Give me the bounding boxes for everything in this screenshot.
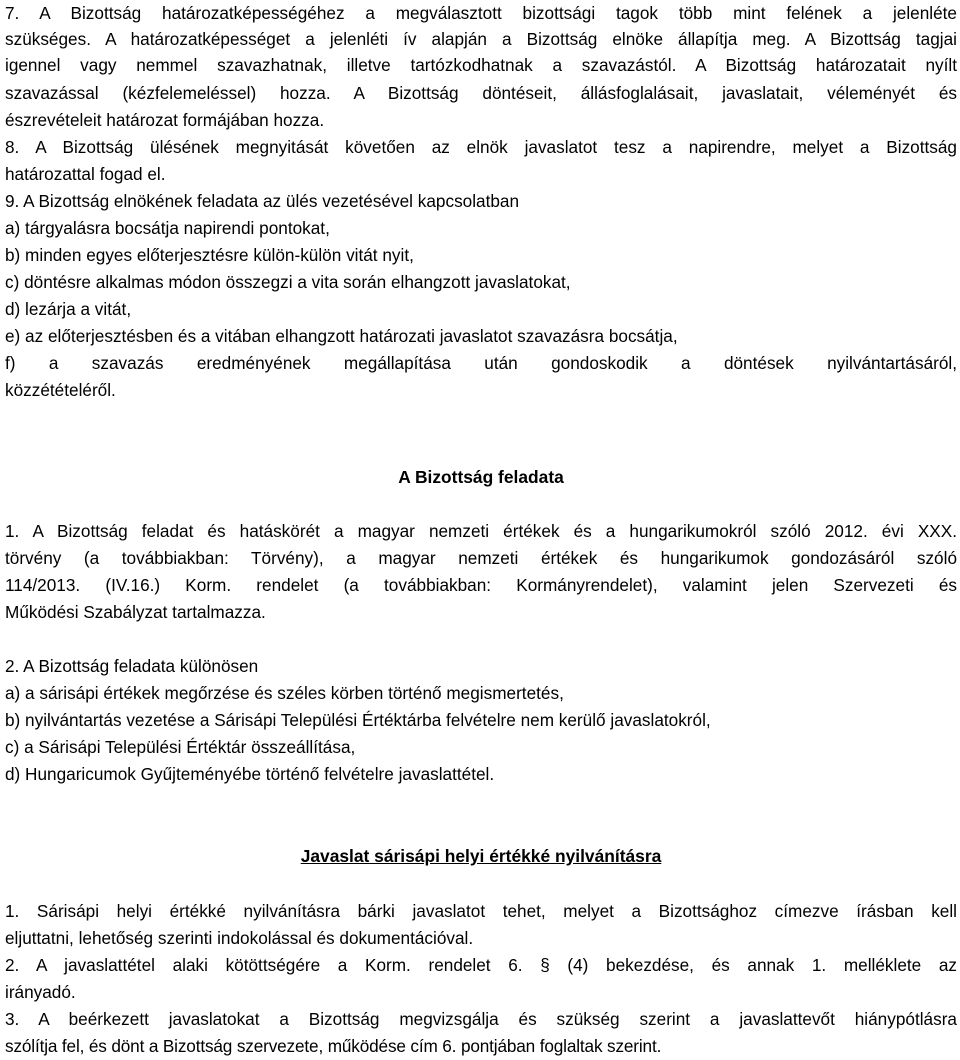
list-item: a) a sárisápi értékek megőrzése és széles körben történő megismertetés, (5, 683, 564, 703)
paragraph-line: eljuttatni, lehetőség szerinti indokolással és dokumentációval. (5, 928, 474, 948)
list-item: a) tárgyalásra bocsátja napirendi pontokat, (5, 218, 330, 238)
list-item: d) Hungaricumok Gyűjteményébe történő felvételre javaslattétel. (5, 764, 495, 784)
paragraph-line: 8. A Bizottság ülésének megnyitását követően az elnök javaslatot tesz a napirendre, melyet a Bizottság (5, 137, 957, 157)
paragraph-line: 9. A Bizottság elnökének feladata az ülés vezetésével kapcsolatban (5, 191, 520, 211)
list-item: b) nyilvántartás vezetése a Sárisápi Települési Értéktárba felvételre nem kerülő javaslatokról, (5, 710, 711, 730)
list-item-continuation: közzétételéről. (5, 380, 116, 400)
list-item: e) az előterjesztésben és a vitában elhangzott határozati javaslatot szavazásra bocsátja, (5, 326, 678, 346)
section-heading: A Bizottság feladata (398, 467, 564, 487)
paragraph-line: 2. A javaslattétel alaki kötöttségére a Korm. rendelet 6. § (4) bekezdése, és annak 1. melléklete az (5, 955, 957, 975)
paragraph-line: igennel vagy nemmel szavazhatnak, illetve tartózkodhatnak a szavazástól. A Bizottság határozatait nyílt (5, 55, 957, 75)
section-heading (5, 843, 957, 869)
paragraph-line: szólítja fel, és dönt a Bizottság szervezete, működése cím 6. pontjában foglaltak szerint. (5, 1036, 662, 1056)
paragraph-line: 3. A beérkezett javaslatokat a Bizottság megvizsgálja és szükség szerint a javaslattevőt hiánypótlásra (5, 1009, 957, 1029)
paragraph-line: szavazással (kézfelemeléssel) hozza. A Bizottság döntéseit, állásfoglalásait, javaslatait, véleményét és (5, 83, 957, 103)
list-item: d) lezárja a vitát, (5, 299, 132, 319)
section-heading-text: Javaslat sárisápi helyi értékké nyilvánításra (300, 846, 662, 866)
list-item: c) döntésre alkalmas módon összegzi a vita során elhangzott javaslatokat, (5, 272, 571, 292)
paragraph-line: 2. A Bizottság feladata különösen (5, 656, 259, 676)
paragraph-line: határozattal fogad el. (5, 164, 166, 184)
list-item: b) minden egyes előterjesztésre külön-külön vitát nyit, (5, 245, 414, 265)
list-item: c) a Sárisápi Települési Értéktár összeállítása, (5, 737, 356, 757)
paragraph-line: 1. A Bizottság feladat és hatáskörét a magyar nemzeti értékek és a hungarikumokról szóló 2012. évi XXX. (5, 521, 957, 541)
paragraph-line: szükséges. A határozatképességet a jelenléti ív alapján a Bizottság elnöke állapítja meg. A Bizottság tagjai (5, 29, 957, 49)
paragraph-line: 114/2013. (IV.16.) Korm. rendelet (a továbbiakban: Kormányrendelet), valamint jelen Szervezeti és (5, 575, 957, 595)
paragraph-line: irányadó. (5, 982, 76, 1002)
paragraph-line: észrevételeit határozat formájában hozza. (5, 110, 325, 130)
list-item: f) a szavazás eredményének megállapítása után gondoskodik a döntések nyilvántartásáról, (5, 353, 957, 373)
paragraph-line: 7. A Bizottság határozatképességéhez a megválasztott bizottsági tagok több mint felének a jelenléte (5, 3, 957, 23)
paragraph-line: törvény (a továbbiakban: Törvény), a magyar nemzeti értékek és hungarikumok gondozásáról szóló (5, 548, 957, 568)
paragraph-line: 1. Sárisápi helyi értékké nyilvánításra bárki javaslatot tehet, melyet a Bizottsághoz címezve írásban kell (5, 901, 957, 921)
paragraph-line: Működési Szabályzat tartalmazza. (5, 602, 266, 622)
